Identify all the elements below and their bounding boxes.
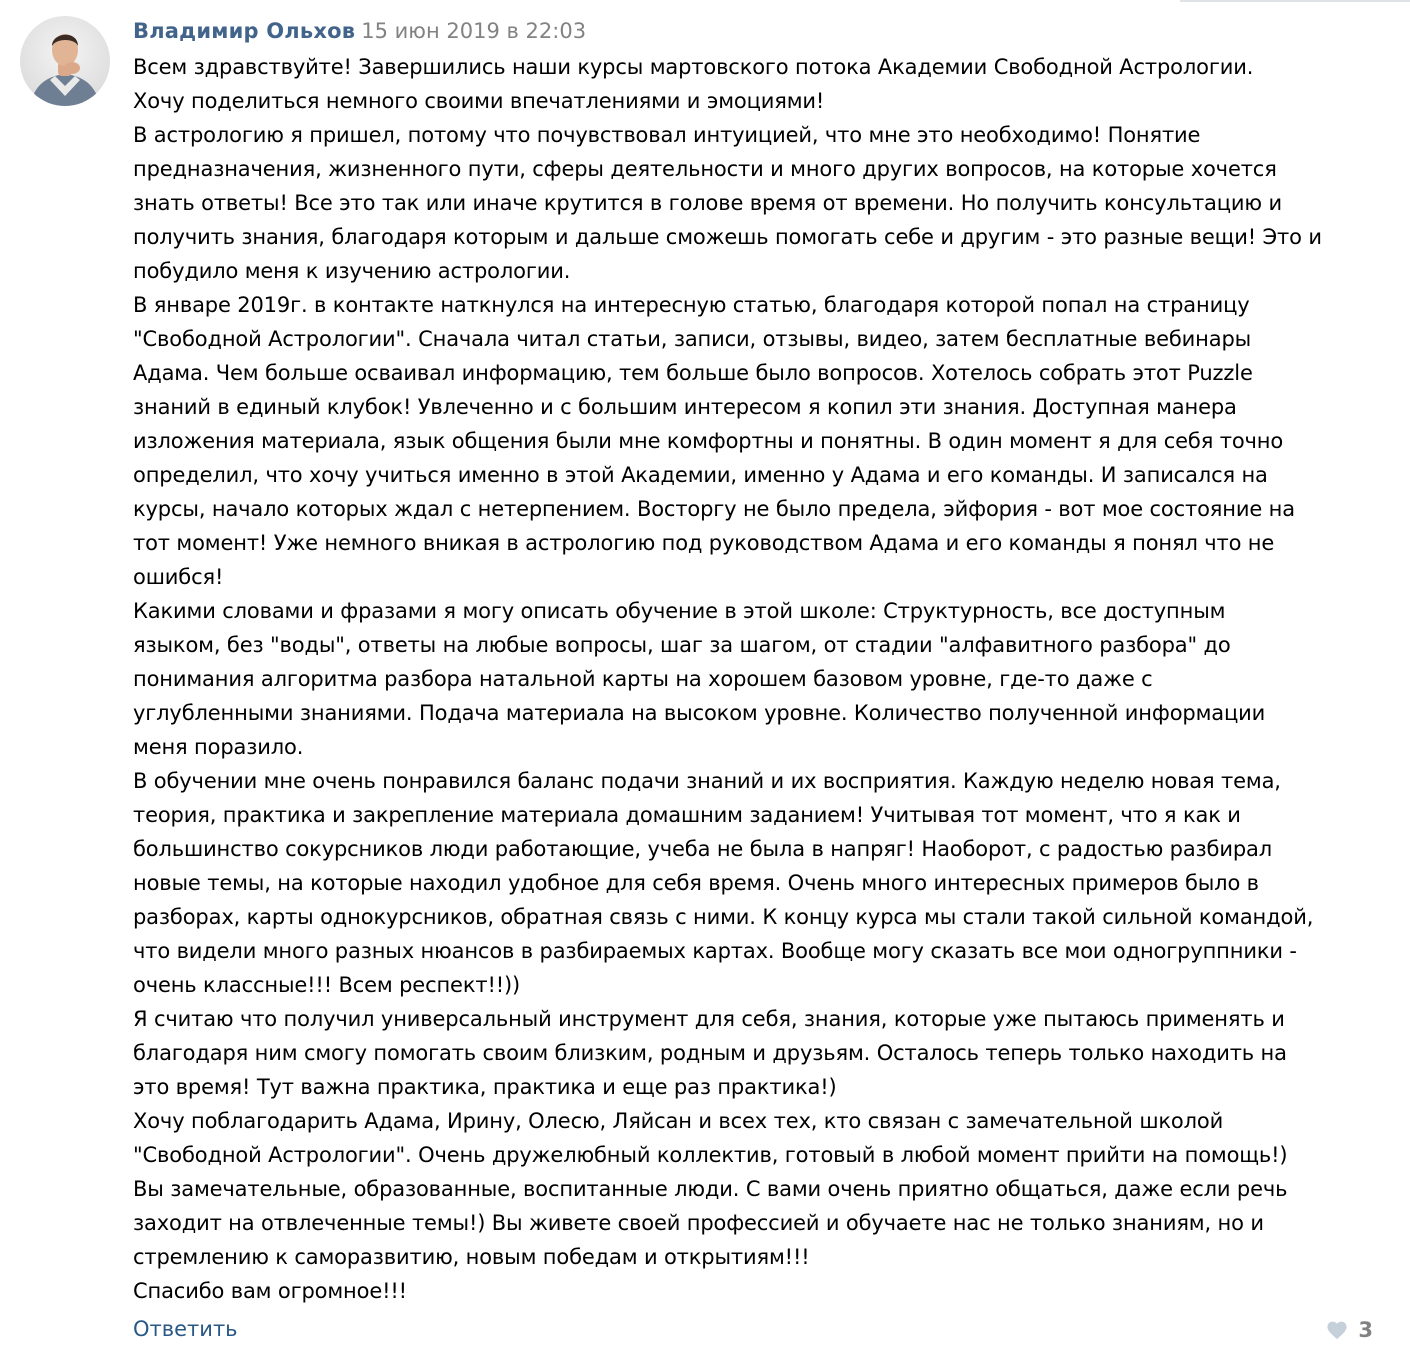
- comment-date[interactable]: 15 июн 2019 в 22:03: [361, 19, 587, 43]
- comment-line: получить знания, благодаря которым и дальше сможешь помогать себе и другим - это разные вещи! Это и: [133, 225, 1322, 249]
- comment-line: очень классные!!! Всем респект!!)): [133, 973, 521, 997]
- comment-line: изложения материала, язык общения были мне комфортны и понятны. В один момент я для себя точно: [133, 429, 1284, 453]
- comment-line: определил, что хочу учиться именно в этой Академии, именно у Адама и его команды. И записался на: [133, 463, 1268, 487]
- comment-line: углубленными знаниями. Подача материала на высоком уровне. Количество полученной информации: [133, 701, 1266, 725]
- reply-button[interactable]: Ответить: [133, 1317, 238, 1341]
- comment-line: "Свободной Астрологии". Сначала читал статьи, записи, отзывы, видео, затем бесплатные вебинары: [133, 327, 1252, 351]
- like-count: 3: [1358, 1318, 1373, 1342]
- comment-line: ошибся!: [133, 565, 224, 589]
- comment: [133, 14, 1395, 1308]
- comment-line: Какими словами и фразами я могу описать обучение в этой школе: Структурность, все доступным: [133, 599, 1226, 623]
- author-name[interactable]: Владимир Ольхов: [133, 19, 356, 43]
- comment-text: [133, 50, 1395, 1308]
- comment-line: знать ответы! Все это так или иначе крутится в голове время от времени. Но получить консультацию и: [133, 191, 1282, 215]
- comment-line: "Свободной Астрологии". Очень дружелюбный коллектив, готовый в любой момент прийти на помощь!): [133, 1143, 1288, 1167]
- comment-header: [133, 14, 1395, 48]
- comment-line: побудило меня к изучению астрологии.: [133, 259, 571, 283]
- heart-icon: [1326, 1320, 1348, 1340]
- comment-line: разборах, карты однокурсников, обратная связь с ними. К концу курса мы стали такой сильной командой,: [133, 905, 1314, 929]
- comment-line: курсы, начало которых ждал с нетерпением. Восторгу не было предела, эйфория - вот мое состояние на: [133, 497, 1295, 521]
- avatar[interactable]: [20, 16, 110, 106]
- avatar-photo: [20, 16, 110, 106]
- comment-line: тот момент! Уже немного вникая в астрологию под руководством Адама и его команды я понял что не: [133, 531, 1275, 555]
- comment-line: В январе 2019г. в контакте наткнулся на интересную статью, благодаря которой попал на страницу: [133, 293, 1250, 317]
- comment-line: это время! Тут важна практика, практика и еще раз практика!): [133, 1075, 837, 1099]
- comment-line: знаний в единый клубок! Увлеченно и с большим интересом я копил эти знания. Доступная манера: [133, 395, 1237, 419]
- comment-line: В астрологию я пришел, потому что почувствовал интуицией, что мне это необходимо! Понятие: [133, 123, 1201, 147]
- comment-line: языком, без "воды", ответы на любые вопросы, шаг за шагом, от стадии "алфавитного разбора" до: [133, 633, 1231, 657]
- comment-line: благодаря ним смогу помогать своим близким, родным и друзьям. Осталось теперь только находить на: [133, 1041, 1287, 1065]
- comment-line: предназначения, жизненного пути, сферы деятельности и много других вопросов, на которые хочется: [133, 157, 1277, 181]
- comment-line: меня поразило.: [133, 735, 304, 759]
- comment-line: теория, практика и закрепление материала домашним заданием! Учитывая тот момент, что я как и: [133, 803, 1241, 827]
- comment-line: Всем здравствуйте! Завершились наши курсы мартовского потока Академии Свободной Астрологии.: [133, 55, 1254, 79]
- comment-line: что видели много разных нюансов в разбираемых картах. Вообще могу сказать все мои одногруппники -: [133, 939, 1297, 963]
- comment-line: Вы замечательные, образованные, воспитанные люди. С вами очень приятно общаться, даже если речь: [133, 1177, 1288, 1201]
- comment-line: заходит на отвлеченные темы!) Вы живете своей профессией и обучаете нас не только знаниям, но и: [133, 1211, 1264, 1235]
- comment-line: Адама. Чем больше осваивал информацию, тем больше было вопросов. Хотелось собрать этот Puzzle: [133, 361, 1253, 385]
- comment-line: Я считаю что получил универсальный инструмент для себя, знания, которые уже пытаюсь применять и: [133, 1007, 1285, 1031]
- comment-line: понимания алгоритма разбора натальной карты на хорошем базовом уровне, где-то даже с: [133, 667, 1153, 691]
- comment-line: Хочу поделиться немного своими впечатлениями и эмоциями!: [133, 89, 825, 113]
- comment-line: Хочу поблагодарить Адама, Ирину, Олесю, Ляйсан и всех тех, кто связан с замечательной школой: [133, 1109, 1224, 1133]
- like-button[interactable]: [1326, 1313, 1373, 1347]
- comment-line: большинство сокурсников люди работающие, учеба не была в напряг! Наоборот, с радостью разбирал: [133, 837, 1273, 861]
- comment-line: Спасибо вам огромное!!!: [133, 1279, 407, 1303]
- comment-line: В обучении мне очень понравился баланс подачи знаний и их восприятия. Каждую неделю новая тема,: [133, 769, 1281, 793]
- comment-line: стремлению к саморазвитию, новым победам и открытиям!!!: [133, 1245, 810, 1269]
- top-divider: [1180, 0, 1410, 2]
- comment-line: новые темы, на которые находил удобное для себя время. Очень много интересных примеров было в: [133, 871, 1259, 895]
